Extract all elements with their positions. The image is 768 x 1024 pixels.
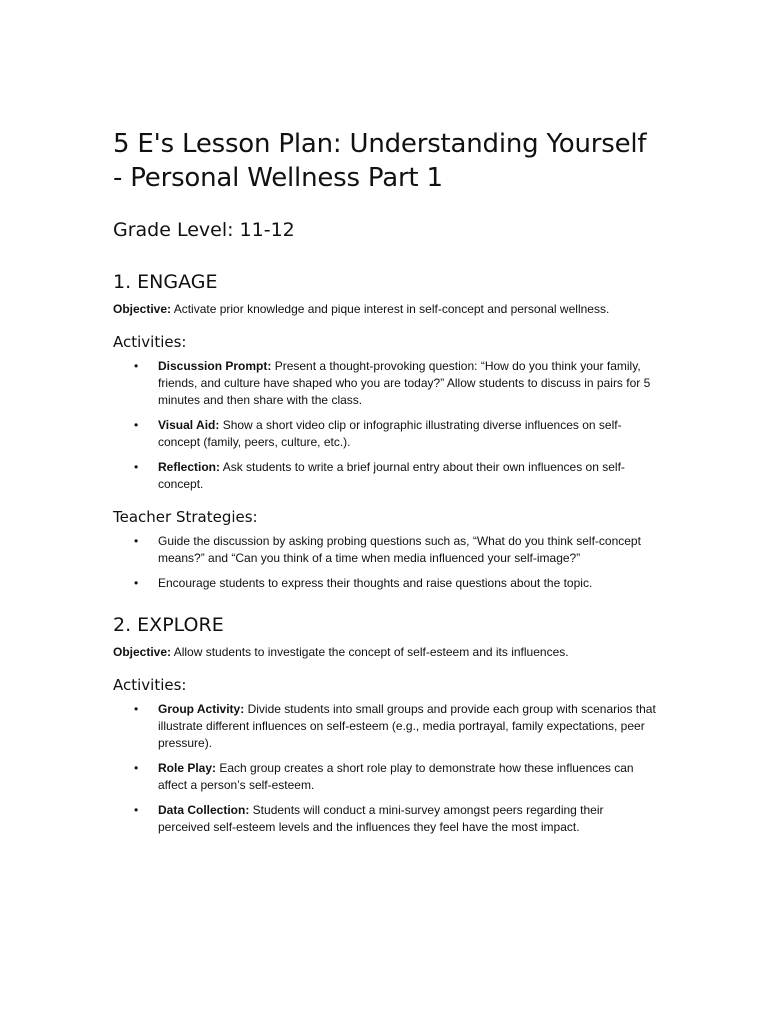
list-item	[113, 459, 658, 493]
list-item	[113, 575, 658, 592]
document-page	[113, 127, 658, 850]
objective-label: Objective:	[113, 302, 172, 316]
objective	[113, 301, 658, 318]
strategies-heading: Teacher Strategies:	[113, 508, 258, 526]
activities-list	[113, 358, 658, 493]
bullet-icon: •	[134, 460, 139, 474]
bullet-icon: •	[134, 702, 139, 716]
bullet-icon: •	[134, 359, 139, 373]
objective	[113, 644, 658, 661]
bullet-icon: •	[134, 418, 139, 432]
item-label: Role Play:	[158, 761, 217, 775]
list-item	[113, 533, 658, 567]
page-title: 5 E's Lesson Plan: Understanding Yourself - Personal Wellness Part 1	[113, 129, 647, 193]
grade-level: Grade Level: 11-12	[113, 219, 295, 241]
item-label: Data Collection:	[158, 803, 250, 817]
activities-list	[113, 701, 658, 836]
strategies-list	[113, 533, 658, 592]
bullet-icon: •	[134, 761, 139, 775]
list-item	[113, 802, 658, 836]
section-explore	[113, 612, 658, 836]
item-text: Encourage students to express their thoughts and raise questions about the topic.	[158, 576, 593, 590]
objective-text: Activate prior knowledge and pique interest in self-concept and personal wellness.	[171, 302, 610, 316]
item-text: Divide students into small groups and provide each group with scenarios that illustrate different influences on self-esteem (e.g., media portrayal, family expectations, peer pressure).	[158, 702, 656, 750]
list-item	[113, 760, 658, 794]
objective-label: Objective:	[113, 645, 172, 659]
section-heading: 1. ENGAGE	[113, 271, 218, 293]
activities-heading: Activities:	[113, 333, 187, 351]
list-item	[113, 358, 658, 409]
section-heading: 2. EXPLORE	[113, 614, 224, 636]
list-item	[113, 701, 658, 752]
item-label: Group Activity:	[158, 702, 245, 716]
item-label: Discussion Prompt:	[158, 359, 272, 373]
item-label: Reflection:	[158, 460, 221, 474]
objective-text: Allow students to investigate the concept of self-esteem and its influences.	[171, 645, 569, 659]
bullet-icon: •	[134, 576, 139, 590]
bullet-icon: •	[134, 803, 139, 817]
item-text: Ask students to write a brief journal entry about their own influences on self-concept.	[158, 460, 625, 491]
item-label: Visual Aid:	[158, 418, 220, 432]
section-engage	[113, 269, 658, 592]
item-text: Guide the discussion by asking probing questions such as, “What do you think self-concept means?” and “Can you think of a time when media influenced your self-image?”	[158, 534, 641, 565]
list-item	[113, 417, 658, 451]
item-text: Students will conduct a mini-survey amongst peers regarding their perceived self-esteem levels and the influences they feel have the most impact.	[158, 803, 604, 834]
activities-heading: Activities:	[113, 676, 187, 694]
item-text: Each group creates a short role play to demonstrate how these influences can affect a person’s self-esteem.	[158, 761, 634, 792]
item-text: Present a thought-provoking question: “How do you think your family, friends, and culture have shaped who you are today?” Allow students to discuss in pairs for 5 minutes and then share with the class.	[158, 359, 651, 407]
bullet-icon: •	[134, 534, 139, 548]
item-text: Show a short video clip or infographic illustrating diverse influences on self-concept (family, peers, culture, etc.).	[158, 418, 622, 449]
